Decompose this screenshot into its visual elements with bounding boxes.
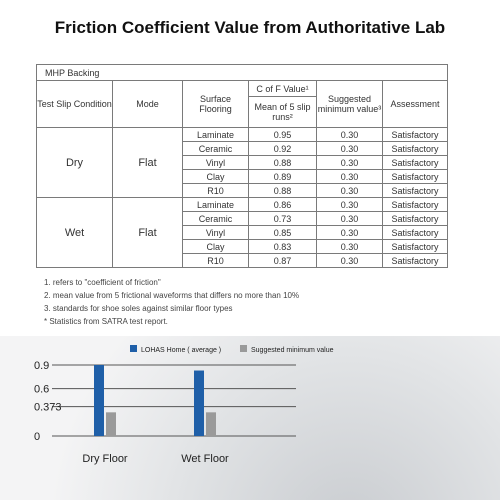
- header-mean: Mean of 5 slip runs²: [249, 97, 317, 128]
- cell-mean: 0.73: [249, 212, 317, 226]
- bar: [106, 412, 116, 436]
- bar: [194, 371, 204, 436]
- cell-suggested: 0.30: [317, 240, 383, 254]
- cell-surface: Clay: [183, 240, 249, 254]
- friction-table-container: [36, 64, 447, 268]
- footnote: 1. refers to "coefficient of friction": [44, 278, 161, 287]
- cell-mean: 0.86: [249, 198, 317, 212]
- cell-surface: Clay: [183, 170, 249, 184]
- cell-assessment: Satisfactory: [383, 240, 448, 254]
- chart-area: [0, 336, 500, 500]
- cell-assessment: Satisfactory: [383, 142, 448, 156]
- cell-assessment: Satisfactory: [383, 212, 448, 226]
- table-row: [37, 198, 448, 212]
- legend-label: LOHAS Home ( average ): [141, 347, 222, 354]
- cell-mean: 0.83: [249, 240, 317, 254]
- cell-suggested: 0.30: [317, 184, 383, 198]
- cell-mode: Flat: [113, 198, 183, 268]
- friction-table: [36, 64, 448, 268]
- cell-mode: Flat: [113, 128, 183, 198]
- cell-surface: Ceramic: [183, 142, 249, 156]
- page-title: Friction Coefficient Value from Authoritative Lab: [54, 18, 446, 37]
- cell-condition: Wet: [37, 198, 113, 268]
- footnote: 3. standards for shoe soles against similar floor types: [44, 304, 233, 313]
- cell-surface: Vinyl: [183, 156, 249, 170]
- header-mode: Mode: [113, 81, 183, 128]
- bar: [206, 412, 216, 436]
- bar-chart: [0, 336, 500, 500]
- cell-suggested: 0.30: [317, 156, 383, 170]
- header-suggested: Suggested minimum value³: [317, 81, 383, 128]
- cell-mean: 0.95: [249, 128, 317, 142]
- cell-mean: 0.92: [249, 142, 317, 156]
- cell-mean: 0.88: [249, 184, 317, 198]
- legend-label: Suggested minimum value: [251, 347, 334, 354]
- header-surface: Surface Flooring: [183, 81, 249, 128]
- y-tick-label: 0.373: [34, 401, 62, 414]
- cell-mean: 0.89: [249, 170, 317, 184]
- cell-suggested: 0.30: [317, 170, 383, 184]
- cell-assessment: Satisfactory: [383, 254, 448, 268]
- y-tick-label: 0.9: [34, 360, 50, 372]
- cell-surface: Laminate: [183, 128, 249, 142]
- header-cof-group: C of F Value¹: [249, 81, 317, 97]
- cell-suggested: 0.30: [317, 226, 383, 240]
- cell-suggested: 0.30: [317, 212, 383, 226]
- footnotes: [44, 276, 299, 328]
- cell-surface: R10: [183, 184, 249, 198]
- legend-swatch: [240, 345, 247, 352]
- cell-suggested: 0.30: [317, 128, 383, 142]
- cell-assessment: Satisfactory: [383, 128, 448, 142]
- table-row: [37, 128, 448, 142]
- cell-assessment: Satisfactory: [383, 184, 448, 198]
- cell-assessment: Satisfactory: [383, 170, 448, 184]
- cell-condition: Dry: [37, 128, 113, 198]
- cell-surface: Vinyl: [183, 226, 249, 240]
- cell-assessment: Satisfactory: [383, 198, 448, 212]
- cell-surface: Laminate: [183, 198, 249, 212]
- footnote: * Statistics from SATRA test report.: [44, 317, 168, 326]
- header-assessment: Assessment: [383, 81, 448, 128]
- cell-assessment: Satisfactory: [383, 226, 448, 240]
- cell-surface: R10: [183, 254, 249, 268]
- cell-mean: 0.87: [249, 254, 317, 268]
- cell-suggested: 0.30: [317, 142, 383, 156]
- cell-mean: 0.85: [249, 226, 317, 240]
- x-category-label: Dry Floor: [82, 453, 128, 465]
- legend-swatch: [130, 345, 137, 352]
- cell-surface: Ceramic: [183, 212, 249, 226]
- x-category-label: Wet Floor: [181, 453, 229, 465]
- cell-suggested: 0.30: [317, 254, 383, 268]
- header-condition: Test Slip Condition: [37, 81, 113, 128]
- cell-suggested: 0.30: [317, 198, 383, 212]
- y-tick-label: 0: [34, 431, 41, 443]
- cell-assessment: Satisfactory: [383, 156, 448, 170]
- bar: [94, 365, 104, 436]
- footnote: 2. mean value from 5 frictional waveforms that differs no more than 10%: [44, 291, 300, 300]
- cell-mean: 0.88: [249, 156, 317, 170]
- y-tick-label: 0.6: [34, 383, 50, 396]
- table-caption: MHP Backing: [37, 65, 448, 81]
